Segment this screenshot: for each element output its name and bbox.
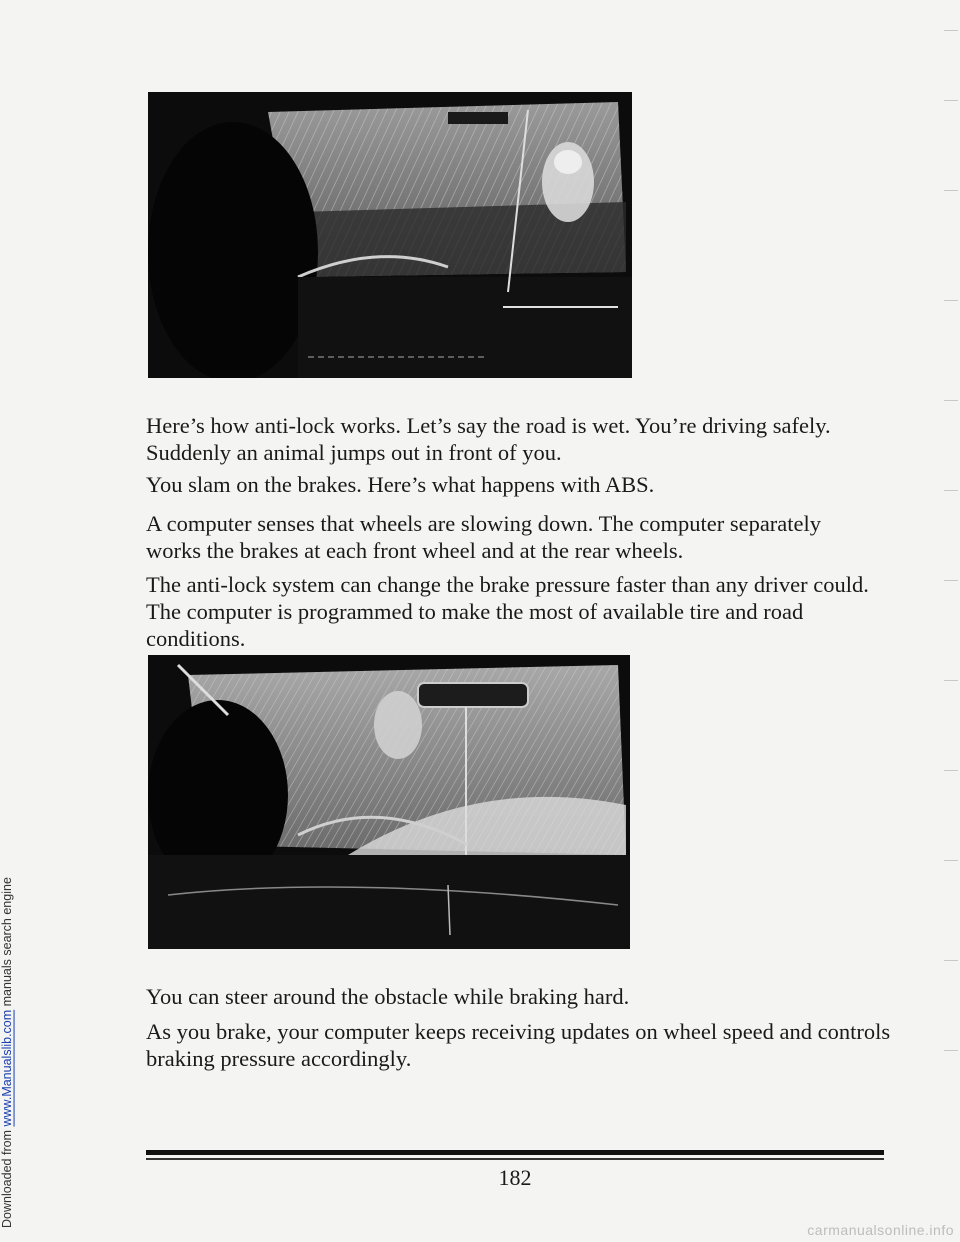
manualslib-link[interactable]: www.Manualslib.com xyxy=(0,1009,14,1127)
illustration-driver-rain xyxy=(148,92,632,378)
page-number: 182 xyxy=(498,1165,532,1190)
edge-tick xyxy=(944,580,958,581)
paragraph-steer-around: You can steer around the obstacle while braking hard. xyxy=(146,984,630,1009)
watermark: carmanualsonline.info xyxy=(807,1222,954,1238)
paragraph-as-you-brake: As you brake, your computer keeps receiving updates on wheel speed and controls braking pressure accordingly. xyxy=(146,1019,891,1071)
edge-tick xyxy=(944,770,958,771)
illustration-steering-around xyxy=(148,655,630,949)
footer-rule-thick xyxy=(146,1150,884,1155)
download-prefix: Downloaded from xyxy=(0,1126,14,1228)
paragraph-how-abs-works: Here’s how anti-lock works. Let’s say the road is wet. You’re driving safely. Suddenly an animal jumps out in front of you. xyxy=(146,413,831,465)
paragraph-antilock-system: The anti-lock system can change the brake pressure faster than any driver could. The computer is programmed to make the most of available tire and road conditions. xyxy=(146,572,869,651)
edge-tick xyxy=(944,100,958,101)
footer-rule-thin xyxy=(146,1158,884,1160)
edge-tick xyxy=(944,30,958,31)
edge-tick xyxy=(944,960,958,961)
download-source-label xyxy=(0,0,20,1242)
download-suffix: manuals search engine xyxy=(0,877,14,1010)
edge-tick xyxy=(944,300,958,301)
paragraph-slam-brakes: You slam on the brakes. Here’s what happens with ABS. xyxy=(146,472,655,497)
edge-tick xyxy=(944,680,958,681)
edge-tick xyxy=(944,400,958,401)
edge-tick xyxy=(944,190,958,191)
edge-tick xyxy=(944,860,958,861)
edge-tick xyxy=(944,1050,958,1051)
paragraph-computer-senses: A computer senses that wheels are slowing down. The computer separately works the brakes at each front wheel and at the rear wheels. xyxy=(146,511,822,563)
edge-tick xyxy=(944,490,958,491)
